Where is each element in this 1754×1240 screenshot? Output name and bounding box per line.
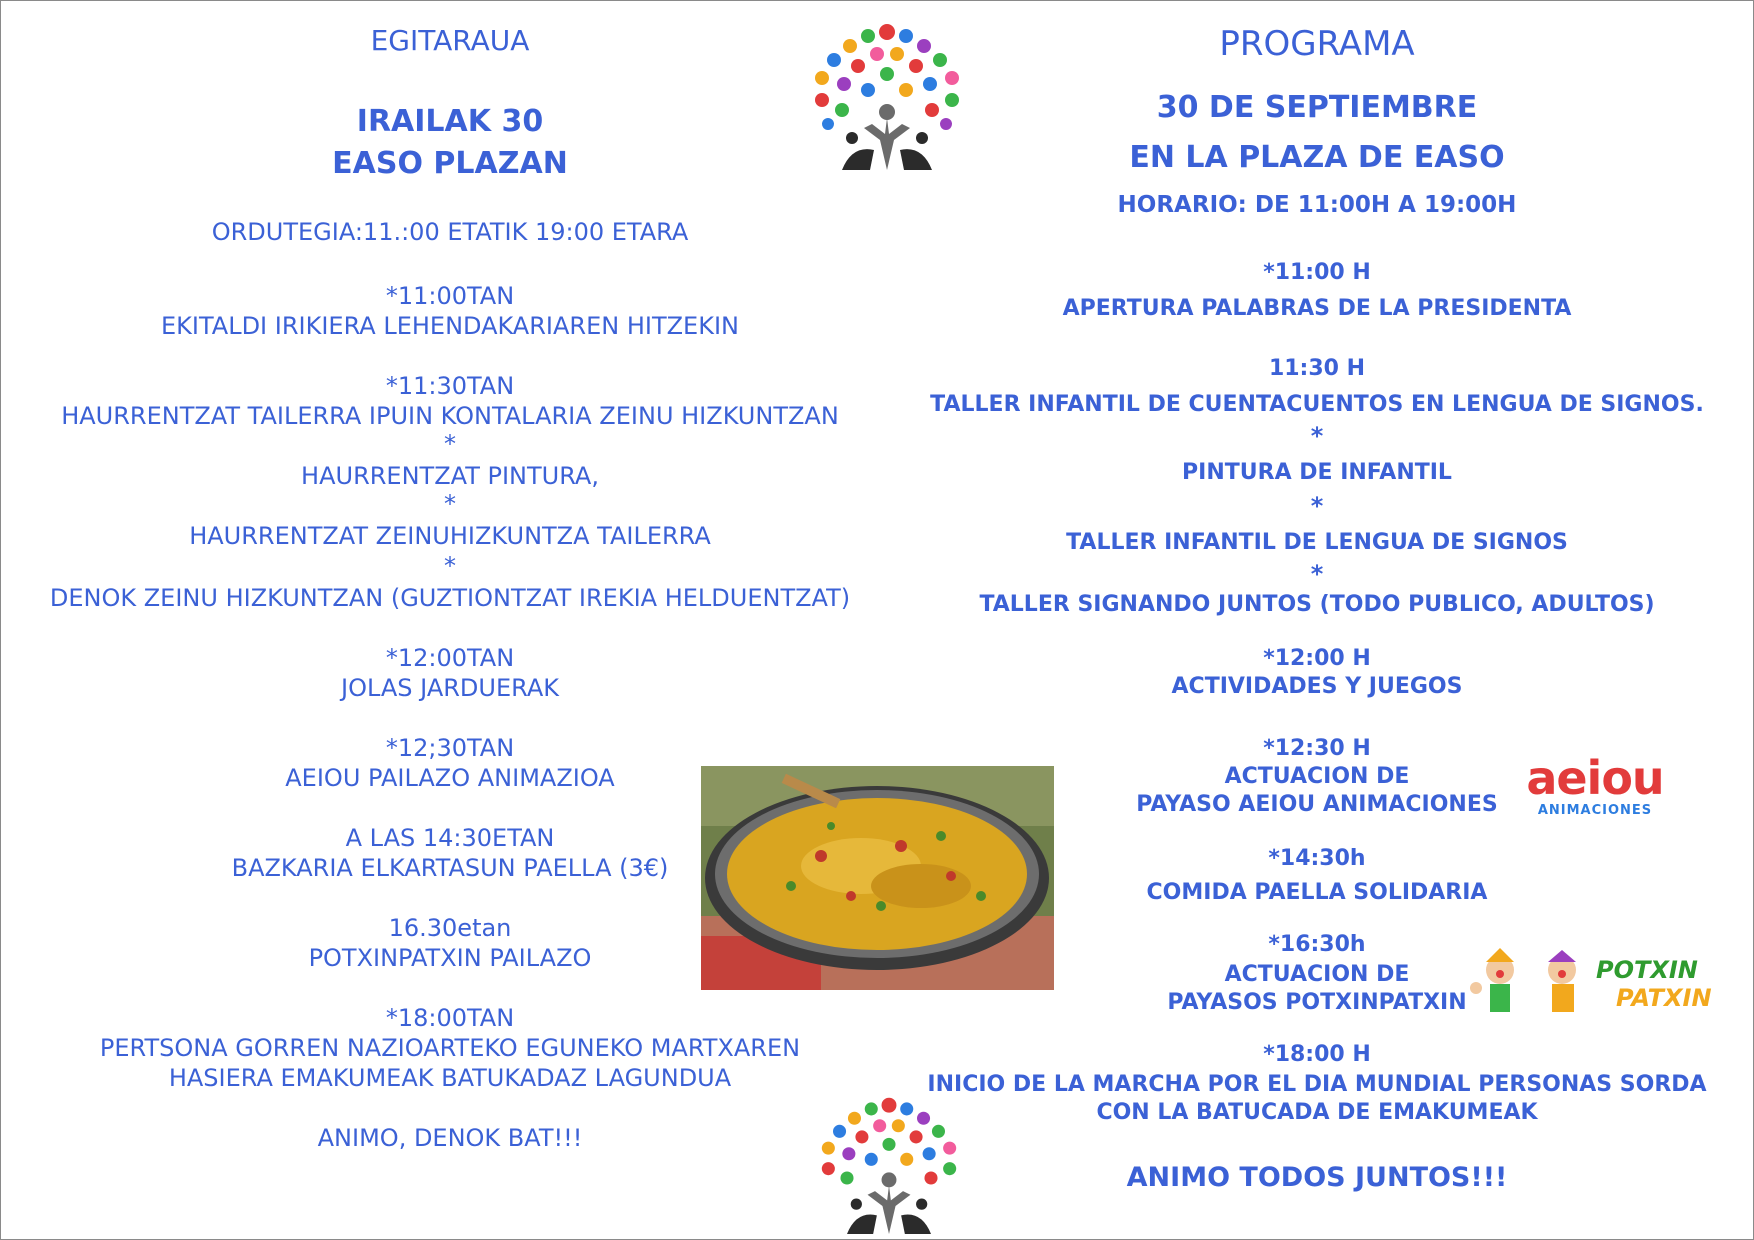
hands-tree-logo-bottom <box>786 1094 992 1234</box>
right-heading: PROGRAMA <box>1219 24 1415 64</box>
hands-tree-logo-top <box>782 20 992 170</box>
left-time: 16.30etan <box>388 914 512 942</box>
left-separator: * <box>444 490 456 518</box>
right-activity: COMIDA PAELLA SOLIDARIA <box>1146 880 1488 905</box>
aeiou-logo-sub: ANIMACIONES <box>1537 803 1653 818</box>
left-time: *12:00TAN <box>385 644 515 672</box>
left-separator: * <box>444 552 456 580</box>
right-activity: PINTURA DE INFANTIL <box>1182 460 1452 485</box>
left-activity: EKITALDI IRIKIERA LEHENDAKARIAREN HITZEKIN <box>161 312 739 340</box>
left-time: *11:30TAN <box>385 372 515 400</box>
left-activity: HASIERA EMAKUMEAK BATUKADAZ LAGUNDUA <box>168 1064 732 1092</box>
right-activity: ACTIVIDADES Y JUEGOS <box>1171 674 1463 699</box>
right-time: *18:00 H <box>1263 1042 1371 1067</box>
right-closing: ANIMO TODOS JUNTOS!!! <box>1126 1162 1508 1193</box>
left-time: *11:00TAN <box>385 282 515 310</box>
right-separator: * <box>1310 422 1324 450</box>
right-separator: * <box>1310 492 1324 520</box>
right-date-line2: EN LA PLAZA DE EASO <box>1129 140 1505 175</box>
right-activity: PAYASOS POTXINPATXIN <box>1167 990 1467 1015</box>
right-separator: * <box>1310 560 1324 588</box>
right-date-line1: 30 DE SEPTIEMBRE <box>1156 90 1478 125</box>
left-activity: PERTSONA GORREN NAZIOARTEKO EGUNEKO MARTXAREN <box>99 1034 801 1062</box>
right-time: 11:30 H <box>1268 356 1366 381</box>
paella-pan-photo <box>701 766 1054 990</box>
potxin-logo-line1: POTXIN <box>1596 956 1698 984</box>
left-activity: BAZKARIA ELKARTASUN PAELLA (3€) <box>231 854 669 882</box>
left-activity: JOLAS JARDUERAK <box>341 674 559 702</box>
right-time: *11:00 H <box>1263 260 1371 285</box>
left-time: *12;30TAN <box>385 734 515 762</box>
right-activity: TALLER SIGNANDO JUNTOS (TODO PUBLICO, ADULTOS) <box>979 592 1655 617</box>
left-activity: DENOK ZEINU HIZKUNTZAN (GUZTIONTZAT IREKIA HELDUENTZAT) <box>49 584 851 612</box>
left-date-line1: IRAILAK 30 <box>356 104 544 139</box>
aeiou-logo-main: aeiou <box>1526 754 1664 805</box>
right-time: *12:30 H <box>1263 736 1371 761</box>
left-time: A LAS 14:30ETAN <box>345 824 555 852</box>
right-activity: ACTUACION DE <box>1224 962 1410 987</box>
left-activity: AEIOU PAILAZO ANIMAZIOA <box>285 764 615 792</box>
left-hours: ORDUTEGIA:11.:00 ETATIK 19:00 ETARA <box>211 218 689 246</box>
right-activity: APERTURA PALABRAS DE LA PRESIDENTA <box>1062 296 1572 321</box>
right-activity: INICIO DE LA MARCHA POR EL DIA MUNDIAL PERSONAS SORDA <box>927 1072 1707 1097</box>
potxinpatxin-logo <box>1466 948 1730 1018</box>
potxin-logo-line2: PATXIN <box>1616 984 1712 1012</box>
left-closing: ANIMO, DENOK BAT!!! <box>317 1124 583 1152</box>
right-activity: CON LA BATUCADA DE EMAKUMEAK <box>1096 1100 1538 1125</box>
left-activity: POTXINPATXIN PAILAZO <box>308 944 592 972</box>
left-activity: HAURRENTZAT PINTURA, <box>301 462 599 490</box>
right-activity: ACTUACION DE <box>1224 764 1410 789</box>
right-time: *14:30h <box>1268 846 1366 871</box>
right-time: *16:30h <box>1268 932 1366 957</box>
right-activity: TALLER INFANTIL DE LENGUA DE SIGNOS <box>1066 530 1568 555</box>
left-heading: EGITARAUA <box>370 24 530 57</box>
right-activity: TALLER INFANTIL DE CUENTACUENTOS EN LENGUA DE SIGNOS. <box>930 392 1704 417</box>
left-activity: HAURRENTZAT ZEINUHIZKUNTZA TAILERRA <box>189 522 711 550</box>
right-time: *12:00 H <box>1263 646 1371 671</box>
right-hours: HORARIO: DE 11:00H A 19:00H <box>1117 192 1517 218</box>
left-date-line2: EASO PLAZAN <box>332 146 568 181</box>
left-separator: * <box>444 430 456 458</box>
right-activity: PAYASO AEIOU ANIMACIONES <box>1136 792 1498 817</box>
aeiou-animaciones-logo <box>1502 754 1688 818</box>
left-time: *18:00TAN <box>385 1004 515 1032</box>
left-activity: HAURRENTZAT TAILERRA IPUIN KONTALARIA ZEINU HIZKUNTZAN <box>61 402 839 430</box>
